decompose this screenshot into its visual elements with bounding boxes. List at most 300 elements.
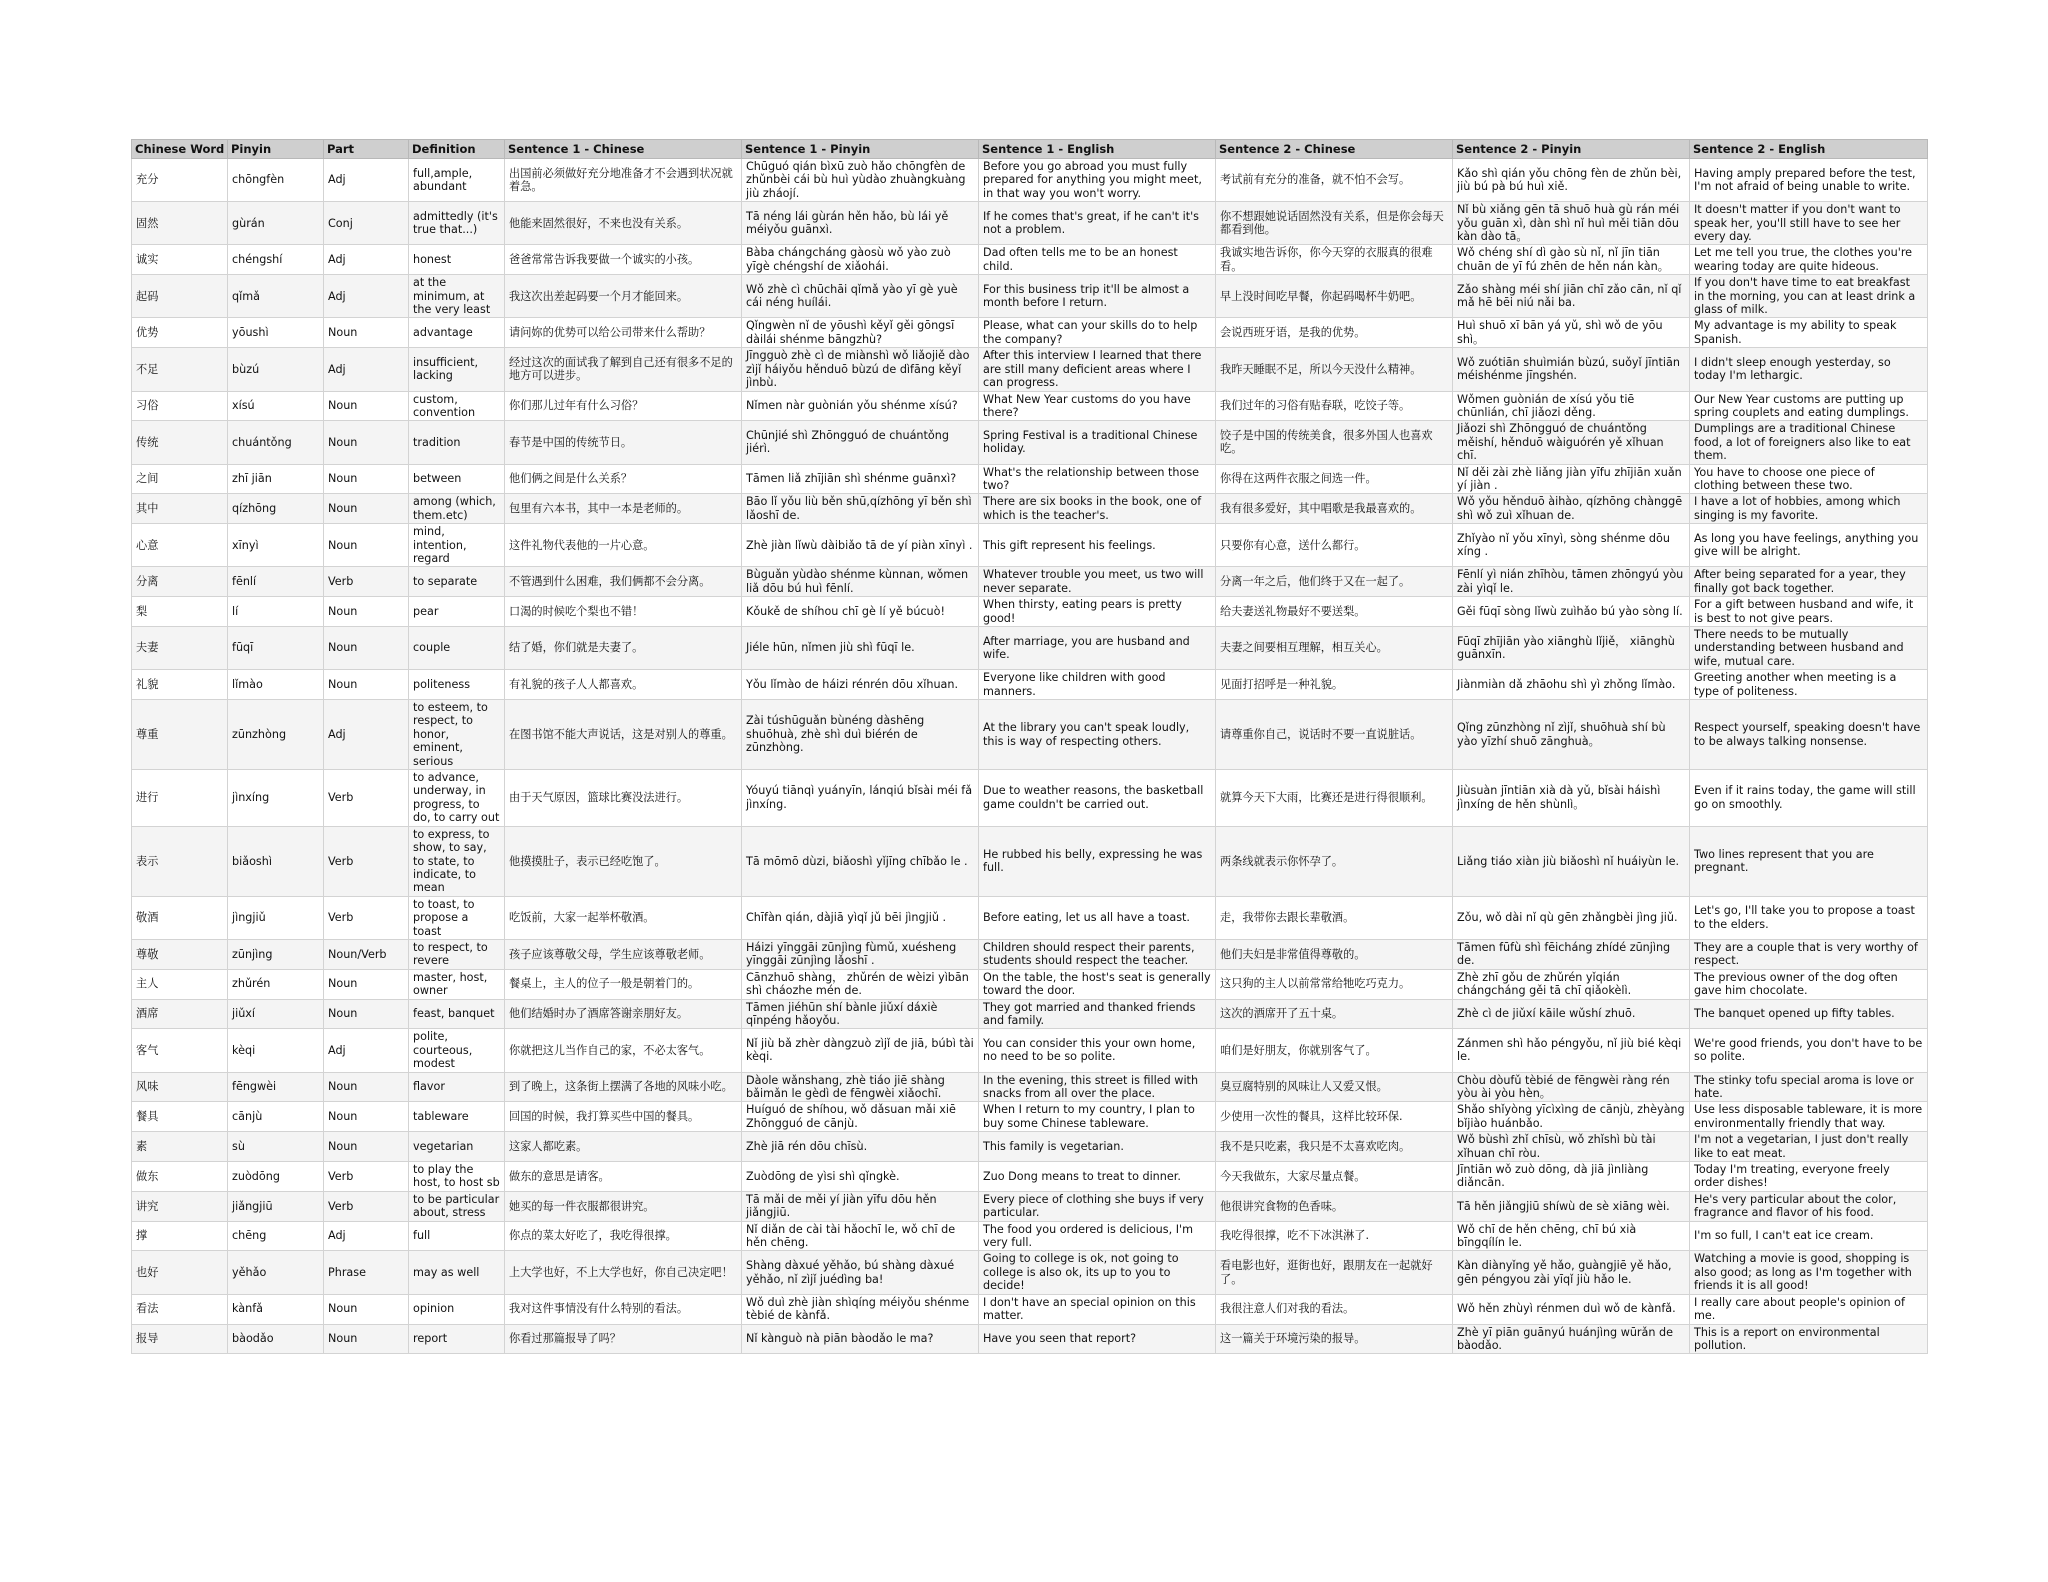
cell-sentence2-english: I'm not a vegetarian, I just don't really like to eat meat. <box>1690 1132 1928 1162</box>
cell-sentence2-pinyin: Zhǐyào nǐ yǒu xīnyì, sòng shénme dōu xíng . <box>1453 524 1690 567</box>
cell-part-of-speech: Phrase <box>324 1251 409 1294</box>
cell-sentence2-chinese: 就算今天下大雨，比赛还是进行得很顺利。 <box>1216 770 1453 827</box>
cell-sentence2-chinese: 见面打招呼是一种礼貌。 <box>1216 670 1453 700</box>
cell-sentence2-chinese: 看电影也好，逛街也好，跟朋友在一起就好了。 <box>1216 1251 1453 1294</box>
cell-sentence2-english: Let me tell you true, the clothes you're wearing today are quite hideous. <box>1690 245 1928 275</box>
cell-sentence1-chinese: 回国的时候，我打算买些中国的餐具。 <box>505 1102 742 1132</box>
cell-sentence2-chinese: 早上没时间吃早餐，你起码喝杯牛奶吧。 <box>1216 275 1453 318</box>
cell-part-of-speech: Verb <box>324 1191 409 1221</box>
column-header-part-of-speech: Part <box>324 140 409 159</box>
cell-part-of-speech: Noun <box>324 627 409 670</box>
cell-sentence2-chinese: 今天我做东，大家尽量点餐。 <box>1216 1162 1453 1192</box>
cell-sentence2-pinyin: Wǒ chī de hěn chēng, chī bú xià bīngqílín le. <box>1453 1221 1690 1251</box>
table-row <box>132 670 1928 700</box>
table-row <box>132 1072 1928 1102</box>
cell-chinese-word: 敬酒 <box>132 896 228 939</box>
cell-sentence1-chinese: 餐桌上，主人的位子一般是朝着门的。 <box>505 969 742 999</box>
cell-sentence1-pinyin: Nǐ kànguò nà piān bàodǎo le ma? <box>742 1324 979 1354</box>
cell-sentence1-chinese: 你就把这儿当作自己的家，不必太客气。 <box>505 1029 742 1072</box>
cell-pinyin: chuántǒng <box>228 421 324 464</box>
table-row <box>132 1132 1928 1162</box>
cell-sentence1-chinese: 他摸摸肚子，表示已经吃饱了。 <box>505 826 742 896</box>
table-row <box>132 391 1928 421</box>
table-row <box>132 999 1928 1029</box>
cell-definition: full,ample, abundant <box>409 159 505 202</box>
cell-sentence1-pinyin: Zài túshūguǎn bùnéng dàshēng shuōhuà, zhè shì duì biérén de zūnzhòng. <box>742 700 979 770</box>
cell-sentence2-english: I'm so full, I can't eat ice cream. <box>1690 1221 1928 1251</box>
cell-sentence2-english: He's very particular about the color, fragrance and flavor of his food. <box>1690 1191 1928 1221</box>
cell-sentence1-english: There are six books in the book, one of which is the teacher's. <box>979 494 1216 524</box>
cell-sentence1-english: After marriage, you are husband and wife. <box>979 627 1216 670</box>
cell-sentence2-chinese: 我很注意人们对我的看法。 <box>1216 1294 1453 1324</box>
cell-sentence1-chinese: 春节是中国的传统节日。 <box>505 421 742 464</box>
cell-sentence2-chinese: 走，我带你去跟长辈敬酒。 <box>1216 896 1453 939</box>
table-row <box>132 1162 1928 1192</box>
cell-sentence1-english: Due to weather reasons, the basketball game couldn't be carried out. <box>979 770 1216 827</box>
cell-definition: master, host, owner <box>409 969 505 999</box>
cell-part-of-speech: Noun <box>324 1324 409 1354</box>
cell-sentence2-english: I really care about people's opinion of me. <box>1690 1294 1928 1324</box>
cell-sentence2-pinyin: Gěi fūqī sòng lǐwù zuìhǎo bú yào sòng lí. <box>1453 597 1690 627</box>
cell-sentence1-english: Before you go abroad you must fully prepared for anything you might meet, in that way you won't worry. <box>979 159 1216 202</box>
cell-sentence1-pinyin: Huíguó de shíhou, wǒ dǎsuan mǎi xiē Zhōngguó de cānjù. <box>742 1102 979 1132</box>
cell-sentence2-pinyin: Zǎo shàng méi shí jiān chī zǎo cān, nǐ qǐ mǎ hē bēi niú nǎi ba. <box>1453 275 1690 318</box>
cell-sentence1-chinese: 这件礼物代表他的一片心意。 <box>505 524 742 567</box>
cell-definition: flavor <box>409 1072 505 1102</box>
cell-sentence2-pinyin: Shǎo shǐyòng yīcìxìng de cānjù, zhèyàng bǐjiào huánbǎo. <box>1453 1102 1690 1132</box>
cell-sentence2-english: It doesn't matter if you don't want to speak her, you'll still have to see her every day. <box>1690 202 1928 245</box>
cell-part-of-speech: Noun <box>324 1072 409 1102</box>
cell-pinyin: zūnjìng <box>228 939 324 969</box>
cell-sentence1-chinese: 我对这件事情没有什么特别的看法。 <box>505 1294 742 1324</box>
cell-sentence2-pinyin: Zhè yī piān guānyú huánjìng wūrǎn de bàodǎo. <box>1453 1324 1690 1354</box>
cell-definition: honest <box>409 245 505 275</box>
cell-chinese-word: 梨 <box>132 597 228 627</box>
table-row <box>132 1221 1928 1251</box>
cell-pinyin: fēngwèi <box>228 1072 324 1102</box>
column-header-definition: Definition <box>409 140 505 159</box>
table-row <box>132 348 1928 391</box>
cell-sentence1-pinyin: Tā néng lái gùrán hěn hǎo, bù lái yě méiyǒu guānxì. <box>742 202 979 245</box>
cell-pinyin: lí <box>228 597 324 627</box>
cell-sentence2-english: As long you have feelings, anything you give will be alright. <box>1690 524 1928 567</box>
cell-definition: mind, intention, regard <box>409 524 505 567</box>
cell-sentence1-english: Before eating, let us all have a toast. <box>979 896 1216 939</box>
cell-sentence2-chinese: 你得在这两件衣服之间选一件。 <box>1216 464 1453 494</box>
cell-sentence1-chinese: 这家人都吃素。 <box>505 1132 742 1162</box>
cell-sentence1-pinyin: Qǐngwèn nǐ de yōushì kěyǐ gěi gōngsī dàilái shénme bāngzhù? <box>742 318 979 348</box>
cell-part-of-speech: Adj <box>324 1029 409 1072</box>
table-row <box>132 275 1928 318</box>
cell-sentence1-pinyin: Nǐ diǎn de cài tài hǎochī le, wǒ chī de hěn chēng. <box>742 1221 979 1251</box>
cell-sentence1-chinese: 由于天气原因，篮球比赛没法进行。 <box>505 770 742 827</box>
table-row <box>132 494 1928 524</box>
cell-sentence1-english: If he comes that's great, if he can't it's not a problem. <box>979 202 1216 245</box>
cell-sentence1-english: Have you seen that report? <box>979 1324 1216 1354</box>
cell-definition: tradition <box>409 421 505 464</box>
cell-part-of-speech: Noun <box>324 1132 409 1162</box>
cell-chinese-word: 讲究 <box>132 1191 228 1221</box>
cell-sentence1-chinese: 结了婚，你们就是夫妻了。 <box>505 627 742 670</box>
cell-sentence2-chinese: 我昨天睡眠不足，所以今天没什么精神。 <box>1216 348 1453 391</box>
cell-sentence1-english: This gift represent his feelings. <box>979 524 1216 567</box>
cell-sentence2-english: If you don't have time to eat breakfast in the morning, you can at least drink a glass of milk. <box>1690 275 1928 318</box>
cell-sentence2-pinyin: Jiànmiàn dǎ zhāohu shì yì zhǒng lǐmào. <box>1453 670 1690 700</box>
cell-chinese-word: 尊重 <box>132 700 228 770</box>
cell-definition: insufficient, lacking <box>409 348 505 391</box>
cell-definition: advantage <box>409 318 505 348</box>
cell-sentence2-pinyin: Liǎng tiáo xiàn jiù biǎoshì nǐ huáiyùn le. <box>1453 826 1690 896</box>
cell-chinese-word: 进行 <box>132 770 228 827</box>
cell-part-of-speech: Verb <box>324 1162 409 1192</box>
table-row <box>132 318 1928 348</box>
cell-definition: tableware <box>409 1102 505 1132</box>
cell-sentence2-chinese: 我诚实地告诉你，你今天穿的衣服真的很难看。 <box>1216 245 1453 275</box>
cell-chinese-word: 尊敬 <box>132 939 228 969</box>
cell-chinese-word: 充分 <box>132 159 228 202</box>
table-row <box>132 421 1928 464</box>
cell-pinyin: zuòdōng <box>228 1162 324 1192</box>
cell-sentence1-chinese: 她买的每一件衣服都很讲究。 <box>505 1191 742 1221</box>
cell-definition: admittedly (it's true that...) <box>409 202 505 245</box>
cell-sentence2-chinese: 夫妻之间要相互理解，相互关心。 <box>1216 627 1453 670</box>
cell-pinyin: kèqi <box>228 1029 324 1072</box>
cell-sentence1-english: Everyone like children with good manners. <box>979 670 1216 700</box>
cell-sentence2-chinese: 这次的酒席开了五十桌。 <box>1216 999 1453 1029</box>
cell-sentence1-pinyin: Bāo lǐ yǒu liù běn shū,qízhōng yī běn shì lǎoshī de. <box>742 494 979 524</box>
cell-chinese-word: 做东 <box>132 1162 228 1192</box>
cell-sentence1-pinyin: Jīngguò zhè cì de miànshì wǒ liǎojiě dào zìjǐ háiyǒu hěnduō bùzú de dìfāng kěyǐ jìnbù. <box>742 348 979 391</box>
cell-definition: politeness <box>409 670 505 700</box>
cell-definition: opinion <box>409 1294 505 1324</box>
cell-sentence1-chinese: 他能来固然很好，不来也没有关系。 <box>505 202 742 245</box>
cell-pinyin: cānjù <box>228 1102 324 1132</box>
column-header-sentence2-english: Sentence 2 - English <box>1690 140 1928 159</box>
cell-sentence2-english: They are a couple that is very worthy of respect. <box>1690 939 1928 969</box>
cell-sentence1-chinese: 你们那儿过年有什么习俗？ <box>505 391 742 421</box>
vocabulary-table <box>131 139 1928 1354</box>
cell-chinese-word: 之间 <box>132 464 228 494</box>
table-row <box>132 700 1928 770</box>
cell-sentence1-english: When I return to my country, I plan to buy some Chinese tableware. <box>979 1102 1216 1132</box>
table-row <box>132 567 1928 597</box>
cell-definition: pear <box>409 597 505 627</box>
cell-part-of-speech: Adj <box>324 348 409 391</box>
cell-pinyin: chōngfèn <box>228 159 324 202</box>
cell-sentence1-pinyin: Dàole wǎnshang, zhè tiáo jiē shàng bǎimǎn le gèdì de fēngwèi xiǎochī. <box>742 1072 979 1102</box>
column-header-sentence1-english: Sentence 1 - English <box>979 140 1216 159</box>
cell-chinese-word: 素 <box>132 1132 228 1162</box>
cell-sentence1-chinese: 他们结婚时办了酒席答谢亲朋好友。 <box>505 999 742 1029</box>
cell-sentence2-chinese: 给夫妻送礼物最好不要送梨。 <box>1216 597 1453 627</box>
cell-sentence2-english: Our New Year customs are putting up spring couplets and eating dumplings. <box>1690 391 1928 421</box>
cell-sentence1-english: Spring Festival is a traditional Chinese holiday. <box>979 421 1216 464</box>
cell-sentence1-chinese: 包里有六本书，其中一本是老师的。 <box>505 494 742 524</box>
cell-sentence2-pinyin: Jiùsuàn jīntiān xià dà yǔ, bǐsài háishì jìnxíng de hěn shùnlì。 <box>1453 770 1690 827</box>
cell-sentence2-chinese: 饺子是中国的传统美食，很多外国人也喜欢吃。 <box>1216 421 1453 464</box>
cell-sentence1-pinyin: Wǒ zhè cì chūchāi qǐmǎ yào yī gè yuè cái néng huílái. <box>742 275 979 318</box>
cell-part-of-speech: Adj <box>324 159 409 202</box>
cell-part-of-speech: Verb <box>324 826 409 896</box>
cell-sentence1-english: After this interview I learned that there are still many deficient areas where I can progress. <box>979 348 1216 391</box>
cell-sentence2-pinyin: Zhè zhī gǒu de zhǔrén yǐqián chángcháng gěi tā chī qiǎokèlì. <box>1453 969 1690 999</box>
cell-sentence2-pinyin: Wǒ chéng shí dì gào sù nǐ, nǐ jīn tiān chuān de yī fú zhēn de hěn nán kàn。 <box>1453 245 1690 275</box>
cell-part-of-speech: Noun <box>324 524 409 567</box>
cell-sentence1-pinyin: Zhè jiàn lǐwù dàibiǎo tā de yí piàn xīnyì . <box>742 524 979 567</box>
cell-pinyin: bàodǎo <box>228 1324 324 1354</box>
cell-part-of-speech: Noun <box>324 318 409 348</box>
cell-pinyin: zūnzhòng <box>228 700 324 770</box>
cell-chinese-word: 撑 <box>132 1221 228 1251</box>
cell-sentence2-english: Two lines represent that you are pregnant. <box>1690 826 1928 896</box>
cell-definition: custom, convention <box>409 391 505 421</box>
cell-sentence2-chinese: 两条线就表示你怀孕了。 <box>1216 826 1453 896</box>
cell-sentence2-english: Greeting another when meeting is a type of politeness. <box>1690 670 1928 700</box>
cell-sentence1-english: Zuo Dong means to treat to dinner. <box>979 1162 1216 1192</box>
cell-sentence2-pinyin: Jiǎozi shì Zhōngguó de chuántǒng měishí, hěnduō wàiguórén yě xǐhuan chī. <box>1453 421 1690 464</box>
cell-sentence2-pinyin: Zhè cì de jiǔxí kāile wǔshí zhuō. <box>1453 999 1690 1029</box>
cell-pinyin: jiǎngjiū <box>228 1191 324 1221</box>
cell-pinyin: chéngshí <box>228 245 324 275</box>
cell-sentence2-pinyin: Fūqī zhījiān yào xiānghù lǐjiě， xiānghù guānxīn. <box>1453 627 1690 670</box>
cell-sentence2-pinyin: Tāmen fūfù shì fēicháng zhídé zūnjìng de. <box>1453 939 1690 969</box>
cell-part-of-speech: Adj <box>324 700 409 770</box>
cell-sentence2-english: Let's go, I'll take you to propose a toast to the elders. <box>1690 896 1928 939</box>
cell-sentence1-english: For this business trip it'll be almost a month before I return. <box>979 275 1216 318</box>
cell-pinyin: jìnxíng <box>228 770 324 827</box>
cell-definition: among (which, them.etc) <box>409 494 505 524</box>
cell-pinyin: kànfǎ <box>228 1294 324 1324</box>
cell-chinese-word: 其中 <box>132 494 228 524</box>
table-body <box>132 159 1928 1354</box>
cell-pinyin: xīnyì <box>228 524 324 567</box>
cell-sentence2-chinese: 请尊重你自己，说话时不要一直说脏话。 <box>1216 700 1453 770</box>
cell-definition: polite, courteous, modest <box>409 1029 505 1072</box>
cell-chinese-word: 固然 <box>132 202 228 245</box>
cell-pinyin: zhī jiān <box>228 464 324 494</box>
table-row <box>132 464 1928 494</box>
header-row <box>132 140 1928 159</box>
cell-chinese-word: 起码 <box>132 275 228 318</box>
cell-pinyin: qǐmǎ <box>228 275 324 318</box>
cell-sentence1-pinyin: Háizi yīnggāi zūnjìng fùmǔ, xuésheng yīnggāi zūnjìng lǎoshī . <box>742 939 979 969</box>
cell-sentence2-pinyin: Kàn diànyǐng yě hǎo, guàngjiē yě hǎo, gēn péngyou zài yīqǐ jiù hǎo le. <box>1453 1251 1690 1294</box>
cell-definition: report <box>409 1324 505 1354</box>
cell-sentence1-chinese: 口渴的时候吃个梨也不错！ <box>505 597 742 627</box>
cell-sentence2-chinese: 我吃得很撑，吃不下冰淇淋了. <box>1216 1221 1453 1251</box>
cell-chinese-word: 优势 <box>132 318 228 348</box>
cell-chinese-word: 传统 <box>132 421 228 464</box>
cell-sentence2-english: The banquet opened up fifty tables. <box>1690 999 1928 1029</box>
cell-definition: to separate <box>409 567 505 597</box>
table-row <box>132 627 1928 670</box>
cell-pinyin: bùzú <box>228 348 324 391</box>
cell-sentence2-english: I have a lot of hobbies, among which singing is my favorite. <box>1690 494 1928 524</box>
cell-sentence1-english: Every piece of clothing she buys if very particular. <box>979 1191 1216 1221</box>
cell-sentence2-english: I didn't sleep enough yesterday, so today I'm lethargic. <box>1690 348 1928 391</box>
cell-pinyin: zhǔrén <box>228 969 324 999</box>
cell-sentence2-english: Respect yourself, speaking doesn't have to be always talking nonsense. <box>1690 700 1928 770</box>
cell-sentence2-pinyin: Huì shuō xī bān yá yǔ, shì wǒ de yōu shì。 <box>1453 318 1690 348</box>
column-header-sentence2-pinyin: Sentence 2 - Pinyin <box>1453 140 1690 159</box>
cell-chinese-word: 餐具 <box>132 1102 228 1132</box>
cell-sentence1-english: You can consider this your own home, no need to be so polite. <box>979 1029 1216 1072</box>
column-header-sentence1-pinyin: Sentence 1 - Pinyin <box>742 140 979 159</box>
cell-sentence1-pinyin: Nǐmen nàr guònián yǒu shénme xísú? <box>742 391 979 421</box>
cell-sentence2-chinese: 我们过年的习俗有贴春联，吃饺子等。 <box>1216 391 1453 421</box>
cell-part-of-speech: Noun <box>324 494 409 524</box>
cell-sentence1-pinyin: Yǒu lǐmào de háizi rénrén dōu xǐhuan. <box>742 670 979 700</box>
column-header-sentence1-chinese: Sentence 1 - Chinese <box>505 140 742 159</box>
cell-sentence2-english: Watching a movie is good, shopping is also good; as long as I'm together with friends it is all good! <box>1690 1251 1928 1294</box>
cell-definition: may as well <box>409 1251 505 1294</box>
cell-sentence2-english: Having amply prepared before the test, I'm not afraid of being unable to write. <box>1690 159 1928 202</box>
cell-sentence2-english: This is a report on environmental pollution. <box>1690 1324 1928 1354</box>
table-row <box>132 826 1928 896</box>
cell-sentence2-chinese: 我不是只吃素，我只是不太喜欢吃肉。 <box>1216 1132 1453 1162</box>
cell-pinyin: fēnlí <box>228 567 324 597</box>
cell-part-of-speech: Noun <box>324 1102 409 1132</box>
cell-definition: between <box>409 464 505 494</box>
cell-pinyin: biǎoshì <box>228 826 324 896</box>
cell-sentence2-pinyin: Qǐng zūnzhòng nǐ zìjǐ, shuōhuà shí bù yào yīzhí shuō zānghuà。 <box>1453 700 1690 770</box>
cell-sentence1-pinyin: Wǒ duì zhè jiàn shìqíng méiyǒu shénme tèbié de kànfǎ. <box>742 1294 979 1324</box>
table-row <box>132 245 1928 275</box>
cell-sentence1-english: Dad often tells me to be an honest child. <box>979 245 1216 275</box>
cell-chinese-word: 习俗 <box>132 391 228 421</box>
table-row <box>132 202 1928 245</box>
cell-chinese-word: 酒席 <box>132 999 228 1029</box>
cell-sentence1-chinese: 他们俩之间是什么关系？ <box>505 464 742 494</box>
cell-pinyin: qízhōng <box>228 494 324 524</box>
cell-sentence1-english: Please, what can your skills do to help the company? <box>979 318 1216 348</box>
cell-sentence1-english: Children should respect their parents, students should respect the teacher. <box>979 939 1216 969</box>
cell-sentence1-english: They got married and thanked friends and family. <box>979 999 1216 1029</box>
cell-sentence2-chinese: 会说西班牙语，是我的优势。 <box>1216 318 1453 348</box>
cell-chinese-word: 风味 <box>132 1072 228 1102</box>
cell-definition: feast, banquet <box>409 999 505 1029</box>
cell-definition: to esteem, to respect, to honor, eminent, serious <box>409 700 505 770</box>
cell-sentence1-pinyin: Tā mǎi de měi yí jiàn yīfu dōu hěn jiǎngjiū. <box>742 1191 979 1221</box>
cell-sentence2-chinese: 只要你有心意，送什么都行。 <box>1216 524 1453 567</box>
cell-definition: to advance, underway, in progress, to do, to carry out <box>409 770 505 827</box>
cell-sentence2-english: Even if it rains today, the game will still go on smoothly. <box>1690 770 1928 827</box>
vocabulary-sheet <box>131 139 1927 1354</box>
cell-pinyin: jiǔxí <box>228 999 324 1029</box>
cell-sentence1-pinyin: Jiéle hūn, nǐmen jiù shì fūqī le. <box>742 627 979 670</box>
cell-pinyin: xísú <box>228 391 324 421</box>
cell-sentence2-pinyin: Wǒ zuótiān shuìmián bùzú, suǒyǐ jīntiān méishénme jīngshén. <box>1453 348 1690 391</box>
cell-sentence1-chinese: 你点的菜太好吃了，我吃得很撑。 <box>505 1221 742 1251</box>
cell-chinese-word: 客气 <box>132 1029 228 1072</box>
cell-sentence1-chinese: 我这次出差起码要一个月才能回来。 <box>505 275 742 318</box>
cell-sentence1-pinyin: Cānzhuō shàng， zhǔrén de wèizi yìbān shì cháozhe mén de. <box>742 969 979 999</box>
cell-sentence1-pinyin: Chūnjié shì Zhōngguó de chuántǒng jiérì. <box>742 421 979 464</box>
cell-definition: to respect, to revere <box>409 939 505 969</box>
cell-part-of-speech: Adj <box>324 1221 409 1251</box>
cell-sentence1-english: When thirsty, eating pears is pretty good! <box>979 597 1216 627</box>
cell-sentence2-english: My advantage is my ability to speak Spanish. <box>1690 318 1928 348</box>
cell-sentence1-chinese: 爸爸常常告诉我要做一个诚实的小孩。 <box>505 245 742 275</box>
table-row <box>132 1251 1928 1294</box>
column-header-pinyin: Pinyin <box>228 140 324 159</box>
cell-pinyin: sù <box>228 1132 324 1162</box>
cell-chinese-word: 表示 <box>132 826 228 896</box>
cell-sentence1-pinyin: Zhè jiā rén dōu chīsù. <box>742 1132 979 1162</box>
cell-sentence2-chinese: 分离一年之后，他们终于又在一起了。 <box>1216 567 1453 597</box>
cell-sentence1-pinyin: Kǒukě de shíhou chī gè lí yě búcuò! <box>742 597 979 627</box>
cell-sentence1-english: The food you ordered is delicious, I'm very full. <box>979 1221 1216 1251</box>
cell-sentence2-chinese: 臭豆腐特别的风味让人又爱又恨。 <box>1216 1072 1453 1102</box>
table-row <box>132 1029 1928 1072</box>
cell-part-of-speech: Noun <box>324 464 409 494</box>
cell-part-of-speech: Verb <box>324 770 409 827</box>
cell-part-of-speech: Noun <box>324 969 409 999</box>
cell-part-of-speech: Adj <box>324 275 409 318</box>
table-row <box>132 1191 1928 1221</box>
cell-sentence1-pinyin: Nǐ jiù bǎ zhèr dàngzuò zìjǐ de jiā, búbì tài kèqi. <box>742 1029 979 1072</box>
cell-part-of-speech: Noun <box>324 999 409 1029</box>
cell-sentence2-chinese: 这只狗的主人以前常常给牠吃巧克力。 <box>1216 969 1453 999</box>
cell-definition: at the minimum, at the very least <box>409 275 505 318</box>
cell-sentence1-english: He rubbed his belly, expressing he was full. <box>979 826 1216 896</box>
cell-pinyin: gùrán <box>228 202 324 245</box>
table-row <box>132 1102 1928 1132</box>
cell-sentence1-pinyin: Bàba chángcháng gàosù wǒ yào zuò yīgè chéngshí de xiǎohái. <box>742 245 979 275</box>
cell-sentence2-chinese: 他很讲究食物的色香味。 <box>1216 1191 1453 1221</box>
cell-part-of-speech: Noun <box>324 391 409 421</box>
cell-sentence1-pinyin: Shàng dàxué yěhǎo, bú shàng dàxué yěhǎo, nǐ zìjǐ juédìng ba! <box>742 1251 979 1294</box>
table-row <box>132 939 1928 969</box>
cell-sentence2-english: The stinky tofu special aroma is love or hate. <box>1690 1072 1928 1102</box>
cell-chinese-word: 不足 <box>132 348 228 391</box>
cell-sentence2-pinyin: Wǒmen guònián de xísú yǒu tiē chūnlián, chī jiǎozi děng. <box>1453 391 1690 421</box>
cell-definition: full <box>409 1221 505 1251</box>
cell-sentence2-pinyin: Wǒ bùshì zhǐ chīsù, wǒ zhǐshì bù tài xǐhuan chī ròu. <box>1453 1132 1690 1162</box>
table-row <box>132 1324 1928 1354</box>
cell-sentence2-chinese: 我有很多爱好，其中唱歌是我最喜欢的。 <box>1216 494 1453 524</box>
cell-sentence2-english: Dumplings are a traditional Chinese food, a lot of foreigners also like to eat them. <box>1690 421 1928 464</box>
cell-part-of-speech: Conj <box>324 202 409 245</box>
cell-part-of-speech: Verb <box>324 567 409 597</box>
cell-chinese-word: 也好 <box>132 1251 228 1294</box>
cell-pinyin: jìngjiǔ <box>228 896 324 939</box>
table-row <box>132 597 1928 627</box>
cell-part-of-speech: Verb <box>324 896 409 939</box>
cell-pinyin: fūqī <box>228 627 324 670</box>
cell-pinyin: yěhǎo <box>228 1251 324 1294</box>
cell-sentence2-chinese: 咱们是好朋友，你就别客气了。 <box>1216 1029 1453 1072</box>
cell-sentence1-chinese: 出国前必须做好充分地准备才不会遇到状况就着急。 <box>505 159 742 202</box>
cell-sentence1-english: This family is vegetarian. <box>979 1132 1216 1162</box>
cell-chinese-word: 心意 <box>132 524 228 567</box>
cell-definition: to express, to show, to say, to state, to indicate, to mean <box>409 826 505 896</box>
cell-sentence1-pinyin: Chūguó qián bìxū zuò hǎo chōngfèn de zhǔnbèi cái bù huì yùdào zhuàngkuàng jiù zháojí. <box>742 159 979 202</box>
cell-sentence1-pinyin: Tāmen jiéhūn shí bànle jiǔxí dáxiè qīnpéng hǎoyǒu. <box>742 999 979 1029</box>
cell-sentence1-english: What New Year customs do you have there? <box>979 391 1216 421</box>
cell-sentence1-chinese: 上大学也好，不上大学也好，你自己决定吧！ <box>505 1251 742 1294</box>
table-row <box>132 969 1928 999</box>
cell-sentence1-english: What's the relationship between those two? <box>979 464 1216 494</box>
cell-sentence2-pinyin: Jīntiān wǒ zuò dōng, dà jiā jìnliàng diǎncān. <box>1453 1162 1690 1192</box>
cell-sentence2-english: There needs to be mutually understanding between husband and wife, mutual care. <box>1690 627 1928 670</box>
cell-pinyin: yōushì <box>228 318 324 348</box>
table-row <box>132 524 1928 567</box>
cell-definition: couple <box>409 627 505 670</box>
cell-sentence1-chinese: 有礼貌的孩子人人都喜欢。 <box>505 670 742 700</box>
cell-chinese-word: 夫妻 <box>132 627 228 670</box>
cell-sentence1-chinese: 经过这次的面试我了解到自己还有很多不足的地方可以进步。 <box>505 348 742 391</box>
